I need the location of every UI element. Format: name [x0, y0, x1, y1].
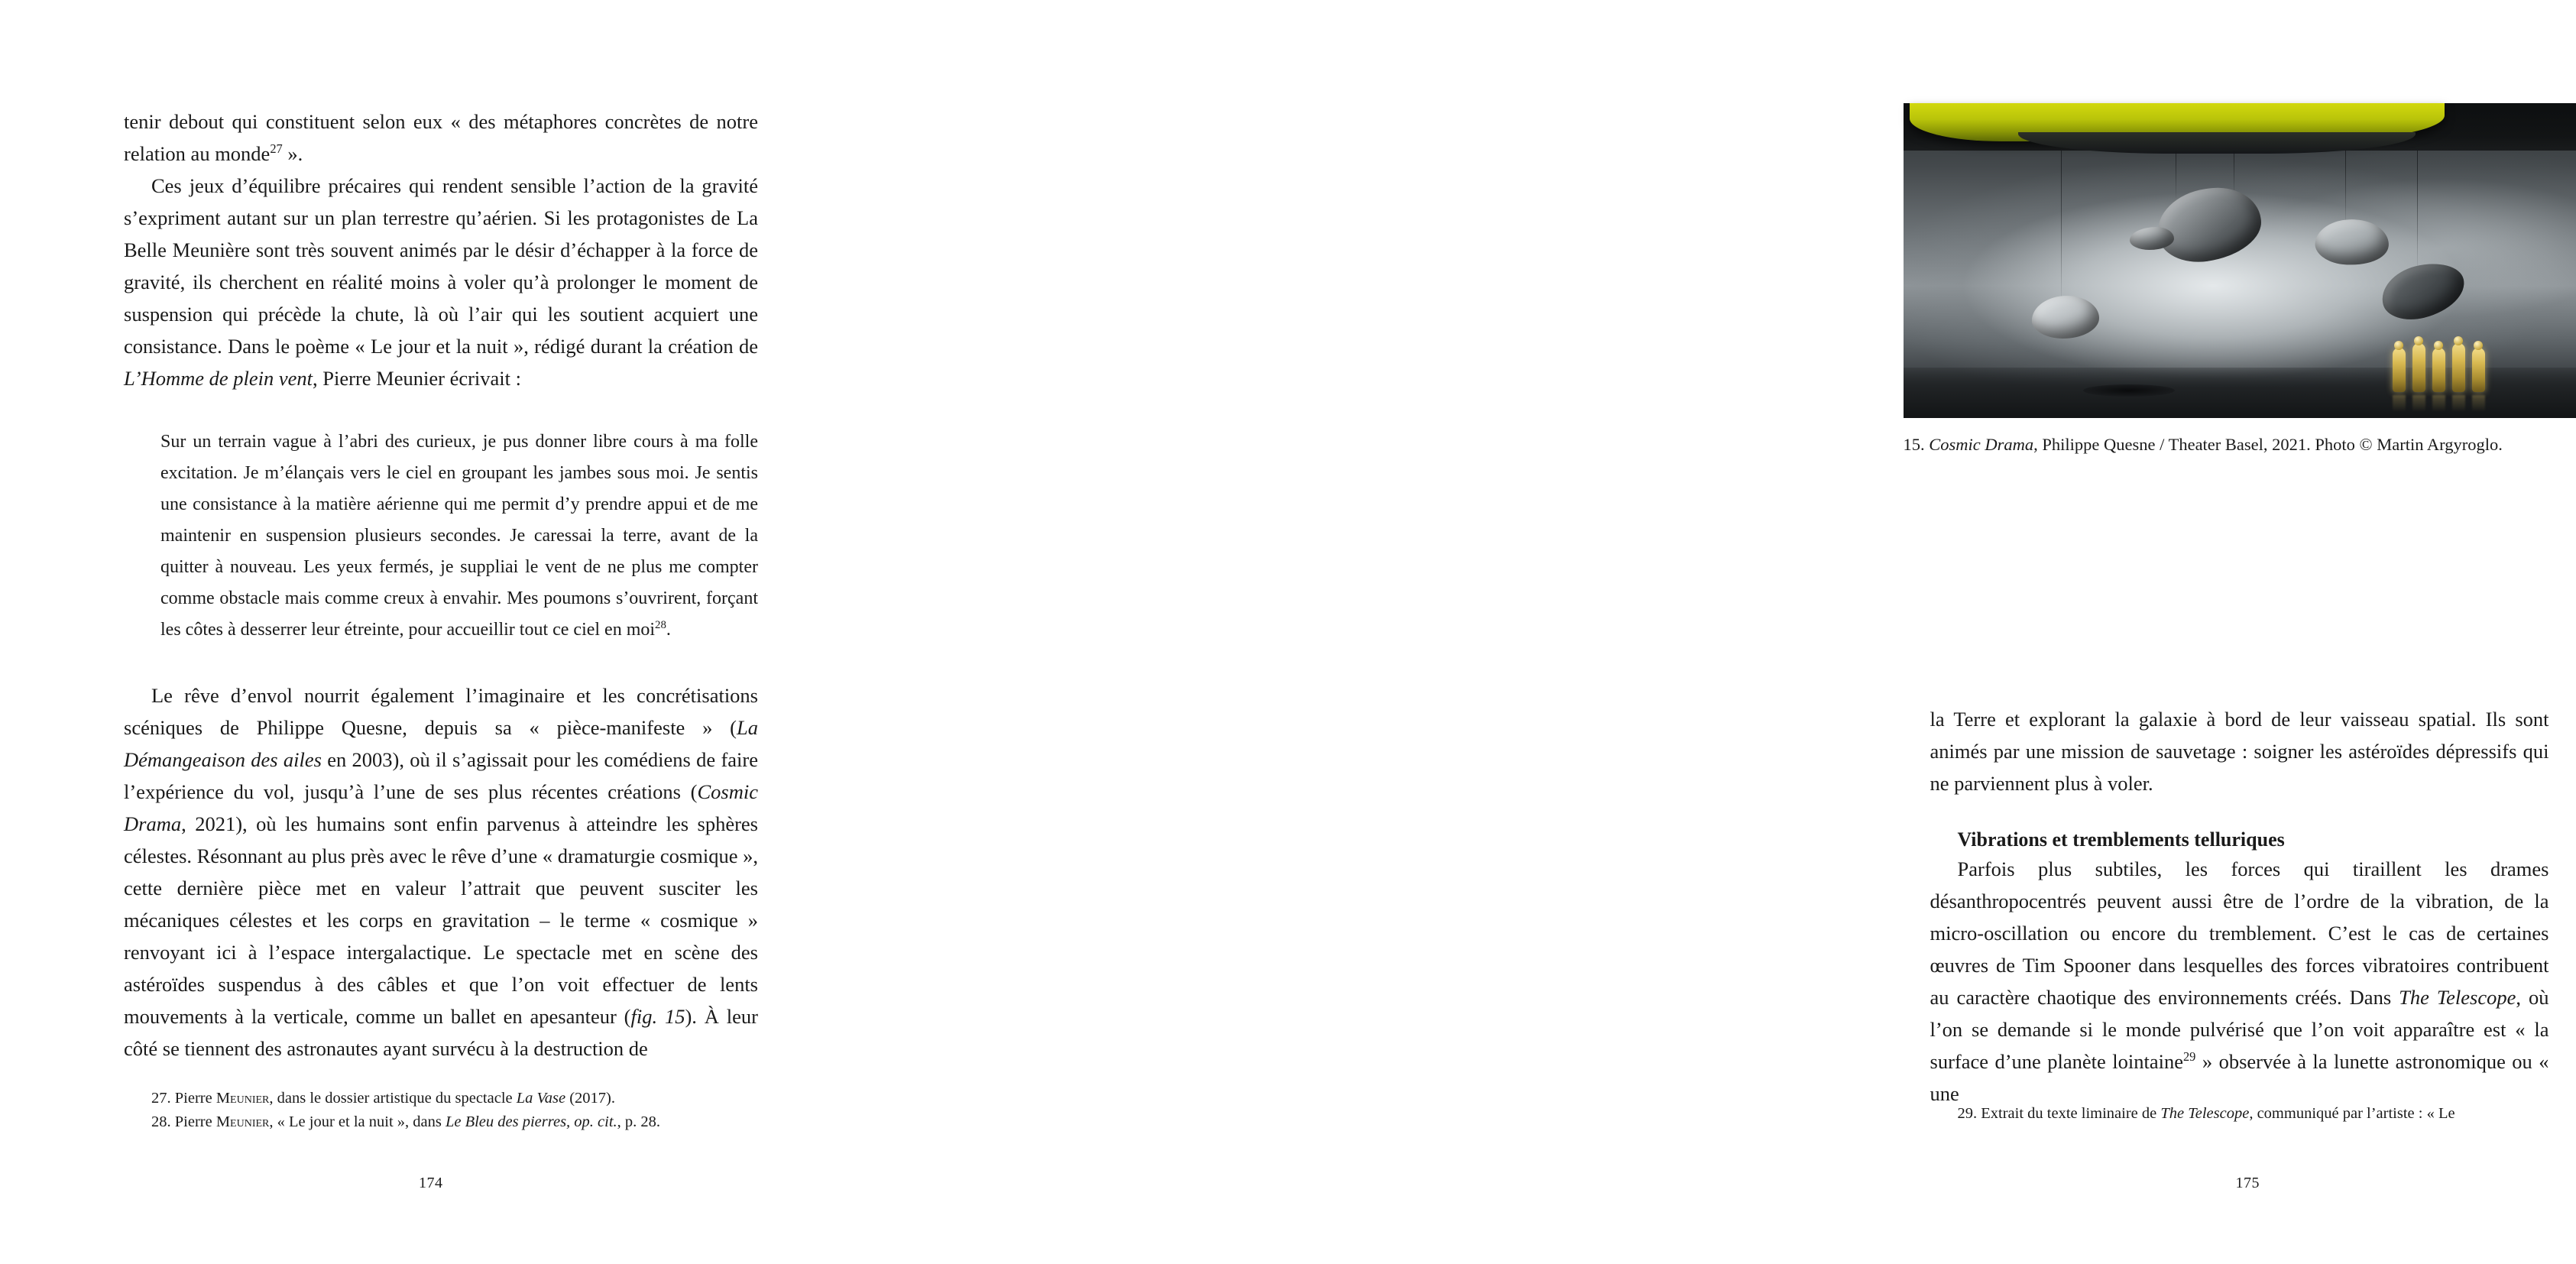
figure-15: [1904, 103, 2576, 456]
suspended-asteroid: [2032, 296, 2099, 339]
page-left: [0, 0, 891, 1264]
suspension-wire: [2417, 151, 2418, 270]
suspension-wire: [2345, 151, 2346, 224]
right-body-text: [1930, 703, 2549, 799]
right-body-text-continued: [1930, 853, 2549, 1110]
astronaut-figure: [2412, 343, 2425, 392]
footnote: 28. Pierre Meunier, « Le jour et la nuit », dans Le Bleu des pierres, op. cit., p. 28.: [151, 1113, 661, 1130]
footnote: 27. Pierre Meunier, dans le dossier artistique du spectacle La Vase (2017).: [151, 1090, 616, 1107]
section-subheading: Vibrations et tremblements telluriques: [1957, 828, 2285, 851]
left-body-text-continued: [124, 679, 758, 1065]
footnotes-right: [1930, 1102, 2549, 1126]
paragraph: la Terre et explorant la galaxie à bord de leur vaisseau spatial. Ils sont animés par une mission de sauvetage : soigner les astéroïdes dépressifs qui ne parviennent plus à voler.: [1930, 708, 2549, 795]
astronaut-figure: [2393, 348, 2406, 392]
page-number-right: 175: [2235, 1175, 2260, 1191]
astronaut-figure: [2472, 348, 2485, 392]
astronaut-reflection: [2393, 395, 2485, 412]
paragraph: Parfois plus subtiles, les forces qui tiraillent les drames désanthropocentrés peuvent aussi être de l’ordre de la vibration, de la micro-oscillation ou encore du tremblement. C’est le cas de certaines œuvres de Tim Spooner dans lesquelles des forces vibratoires contribuent au caractère chaotique des environnements créés. Dans The Telescope, où l’on se demande si le monde pulvérisé que l’on voit apparaître est « la surface d’une planète lointaine$^{29}$ » observée à la lunette astronomique ou « une: [1930, 857, 2549, 1105]
suspension-wire: [2061, 151, 2062, 300]
figure-title: Cosmic Drama: [1929, 435, 2034, 454]
left-body-text: [124, 105, 758, 394]
blockquote-text: Sur un terrain vague à l’abri des curieux, je pus donner libre cours à ma folle excitation. Je m’élançais vers le ciel en groupant les jambes sous moi. Je sentis une consistance à la matière aérienne qui me permit d’y prendre appui et de me maintenir en suspension plusieurs secondes. Je caressai la terre, avant de la quitter à nouveau. Les yeux fermés, je suppliai le vent de ne plus me compter comme obstacle mais comme creux à envahir. Mes poumons s’ouvrirent, forçant les côtes à desserrer leur étreinte, pour accueillir tout ce ciel en moi$^{28}$.: [160, 432, 758, 640]
stage-photograph: [1904, 103, 2576, 418]
page-number-left: 174: [419, 1175, 443, 1191]
footnote: 29. Extrait du texte liminaire de The Telescope, communiqué par l’artiste : « Le: [1957, 1105, 2455, 1122]
astronaut-group: [2393, 343, 2485, 392]
figure-credit: , Philippe Quesne / Theater Basel, 2021. Photo © Martin Argyroglo.: [2033, 435, 2503, 454]
blockquote: [160, 426, 758, 646]
page-right: [891, 0, 2549, 1264]
right-text-column: [1930, 703, 2549, 1110]
photo-floor-opening: [2083, 384, 2175, 397]
paragraph: Le rêve d’envol nourrit également l’imaginaire et les concrétisations scéniques de Philippe Quesne, depuis sa « pièce-manifeste » (La Démangeaison des ailes en 2003), où il s’agissait pour les comédiens de faire l’expérience du vol, jusqu’à l’une de ses plus récentes créations (Cosmic Drama, 2021), où les humains sont enfin parvenus à atteindre les sphères célestes. Résonnant au plus près avec le rêve d’une « dramaturgie cosmique », cette dernière pièce met en valeur l’attrait que peuvent susciter les mécaniques célestes et les corps en gravitation – le terme « cosmique » renvoyant ici à l’espace intergalactique. Le spectacle met en scène des astéroïdes suspendus à des câbles et que l’on voit effectuer de lents mouvements à la verticale, comme un ballet en apesanteur (fig. 15). À leur côté se tiennent des astronautes ayant survécu à la destruction de: [124, 684, 758, 1060]
figure-caption: [1904, 433, 2576, 456]
paragraph: tenir debout qui constituent selon eux « des métaphores concrètes de notre relation au monde$^{27}$ ».: [124, 110, 758, 165]
figure-number: 15.: [1903, 435, 1925, 454]
footnotes-left: [124, 1087, 758, 1134]
astronaut-figure: [2452, 343, 2465, 392]
astronaut-figure: [2432, 348, 2445, 392]
left-text-column: [124, 105, 758, 1065]
paragraph: Ces jeux d’équilibre précaires qui rendent sensible l’action de la gravité s’expriment autant sur un plan terrestre qu’aérien. Si les protagonistes de La Belle Meunière sont très souvent animés par le désir d’échapper à la force de gravité, ils cherchent en réalité moins à voler qu’à prolonger le moment de suspension qui précède la chute, là où l’air qui les soutient acquiert une consistance. Dans le poème « Le jour et la nuit », rédigé durant la création de L’Homme de plein vent, Pierre Meunier écrivait :: [124, 174, 758, 390]
